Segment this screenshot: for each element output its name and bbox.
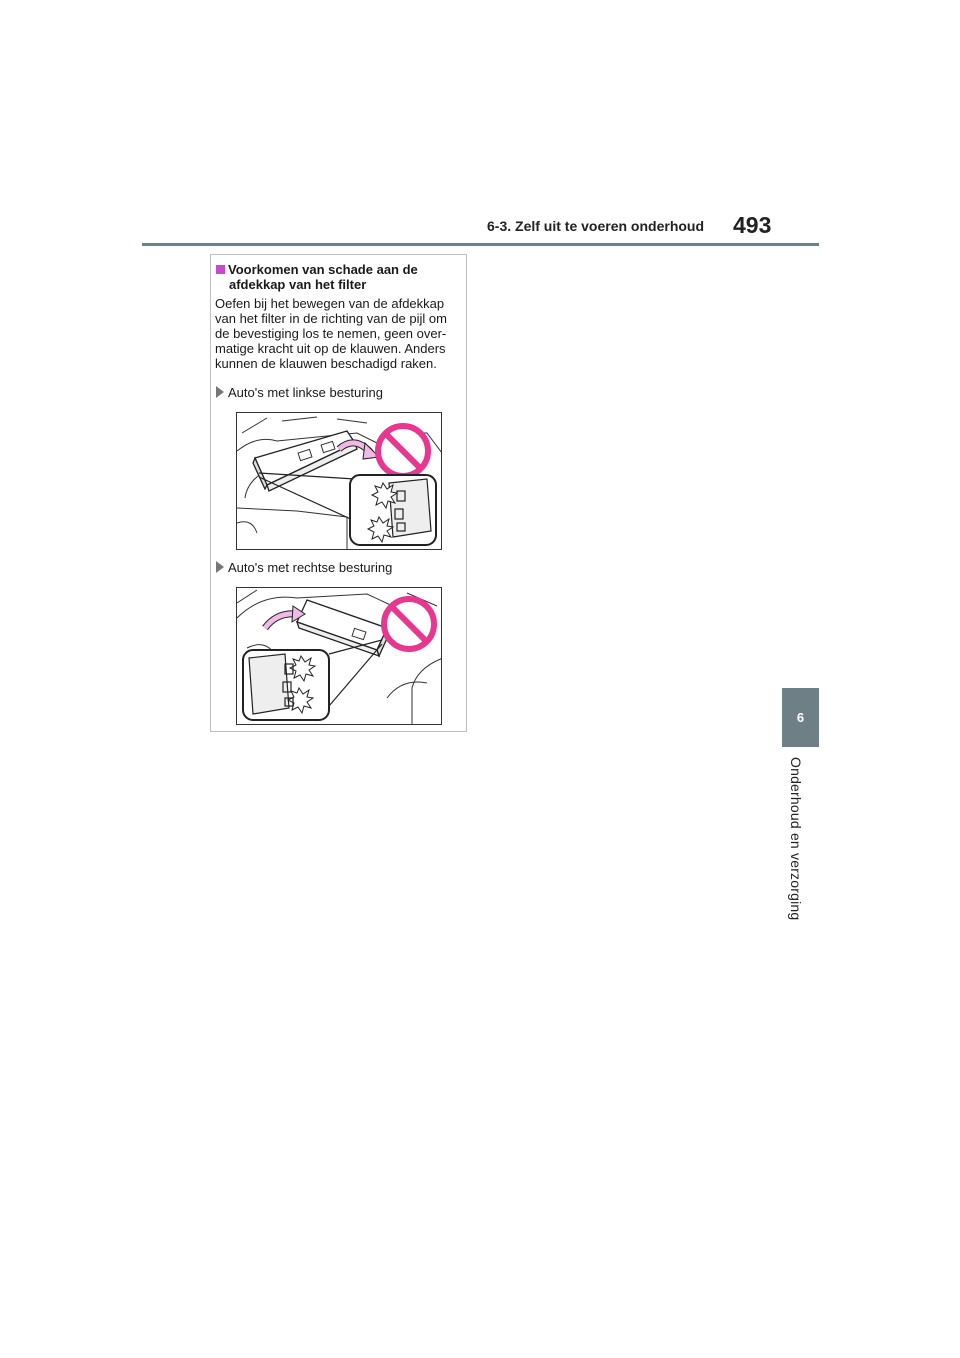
chapter-number: 6 xyxy=(796,710,805,725)
heading-line-2: afdekkap van het filter xyxy=(229,277,367,292)
chapter-title: Onderhoud en verzorging xyxy=(788,757,804,921)
body-line: kunnen de klauwen beschadigd raken. xyxy=(215,356,437,371)
lhd-label-text: Auto's met linkse besturing xyxy=(228,385,383,400)
rhd-label xyxy=(216,560,392,575)
heading-line-1: Voorkomen van schade aan de xyxy=(228,262,418,277)
lhd-illustration xyxy=(236,412,442,550)
page-number: 493 xyxy=(733,212,772,238)
header-divider xyxy=(142,243,819,246)
chapter-tab[interactable] xyxy=(782,688,819,747)
body-line: van het filter in de richting van de pijl om xyxy=(215,311,447,326)
triangle-bullet-icon xyxy=(216,386,224,398)
triangle-bullet-icon xyxy=(216,561,224,573)
body-line: matige kracht uit op de klauwen. Anders xyxy=(215,341,446,356)
prohibition-icon xyxy=(378,426,428,476)
rhd-illustration xyxy=(236,587,442,725)
rhd-label-text: Auto's met rechtse besturing xyxy=(228,560,393,575)
body-line: Oefen bij het bewegen van de afdekkap xyxy=(215,296,445,311)
caution-body xyxy=(215,296,461,371)
square-bullet-icon xyxy=(216,265,225,274)
prohibition-icon xyxy=(384,599,434,649)
caution-heading xyxy=(216,262,456,292)
body-line: de bevestiging los te nemen, geen over- xyxy=(215,326,447,341)
lhd-label xyxy=(216,385,383,400)
section-title: 6-3. Zelf uit te voeren onderhoud xyxy=(487,218,705,234)
